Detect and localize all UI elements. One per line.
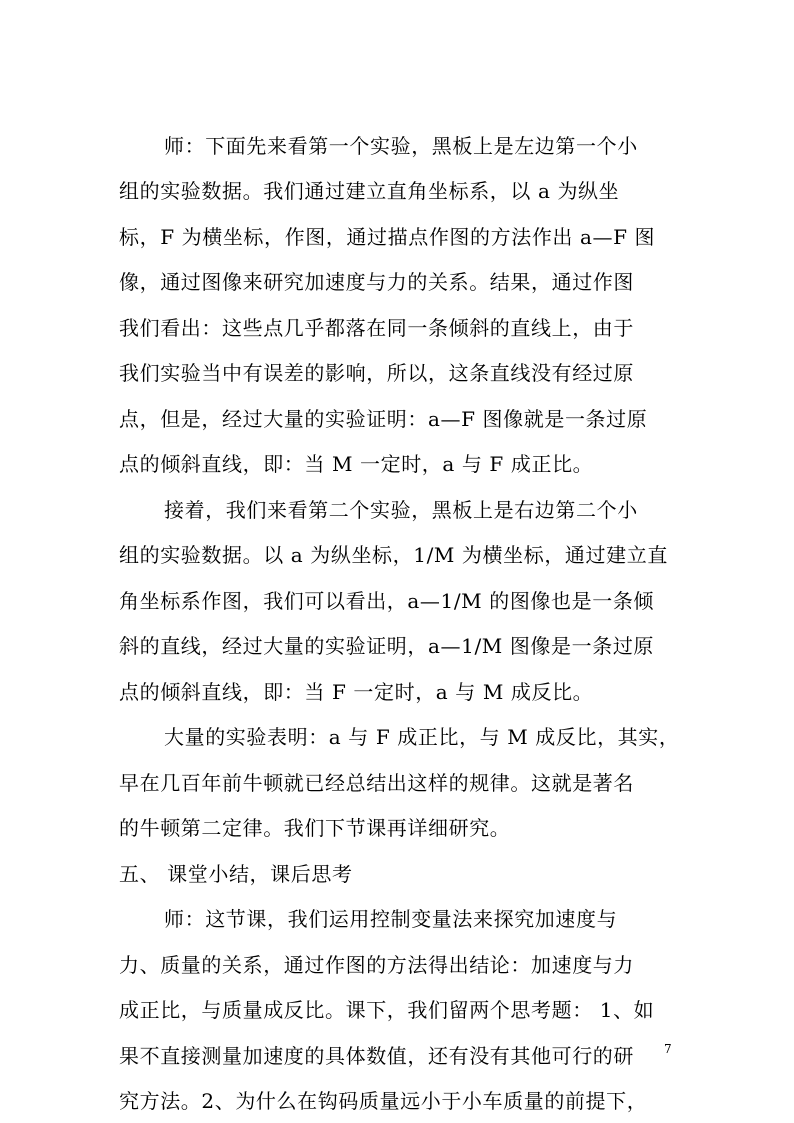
text-line: 接着，我们来看第二个实验，黑板上是右边第二个小 bbox=[164, 498, 638, 522]
section-heading: 五、 课堂小结，课后思考 bbox=[119, 862, 353, 886]
text-line: 组的实验数据。以 a 为纵坐标，1/M 为横坐标，通过建立直 bbox=[119, 543, 668, 567]
text-line: 标，F 为横坐标，作图，通过描点作图的方法作出 a—F 图 bbox=[119, 225, 656, 249]
text-line: 我们看出：这些点几乎都落在同一条倾斜的直线上，由于 bbox=[119, 316, 634, 340]
text-line: 成正比，与质量成反比。课下，我们留两个思考题： 1、如 bbox=[119, 998, 655, 1022]
page-number: 7 bbox=[664, 1042, 672, 1056]
text-line: 师：下面先来看第一个实验，黑板上是左边第一个小 bbox=[164, 134, 638, 158]
text-line: 果不直接测量加速度的具体数值，还有没有其他可行的研 bbox=[119, 1044, 634, 1068]
text-line: 大量的实验表明：a 与 F 成正比，与 M 成反比，其实， bbox=[164, 725, 680, 749]
text-line: 角坐标系作图，我们可以看出，a—1/M 的图像也是一条倾 bbox=[119, 589, 655, 613]
text-line: 斜的直线，经过大量的实验证明，a—1/M 图像是一条过原 bbox=[119, 634, 655, 658]
text-line: 像，通过图像来研究加速度与力的关系。结果，通过作图 bbox=[119, 270, 634, 294]
text-line: 点的倾斜直线，即：当 F 一定时，a 与 M 成反比。 bbox=[119, 680, 594, 704]
text-line: 的牛顿第二定律。我们下节课再详细研究。 bbox=[119, 816, 511, 840]
text-line: 力、质量的关系，通过作图的方法得出结论：加速度与力 bbox=[119, 953, 634, 977]
text-line: 师：这节课，我们运用控制变量法来探究加速度与 bbox=[164, 907, 618, 931]
text-line: 组的实验数据。我们通过建立直角坐标系，以 a 为纵坐 bbox=[119, 179, 620, 203]
text-line: 点的倾斜直线，即：当 M 一定时，a 与 F 成正比。 bbox=[119, 452, 594, 476]
text-line: 点，但是，经过大量的实验证明：a—F 图像就是一条过原 bbox=[119, 407, 648, 431]
text-line: 早在几百年前牛顿就已经总结出这样的规律。这就是著名 bbox=[119, 771, 634, 795]
text-line: 我们实验当中有误差的影响，所以，这条直线没有经过原 bbox=[119, 361, 634, 385]
text-line: 究方法。2、为什么在钩码质量远小于小车质量的前提下， bbox=[119, 1089, 648, 1113]
